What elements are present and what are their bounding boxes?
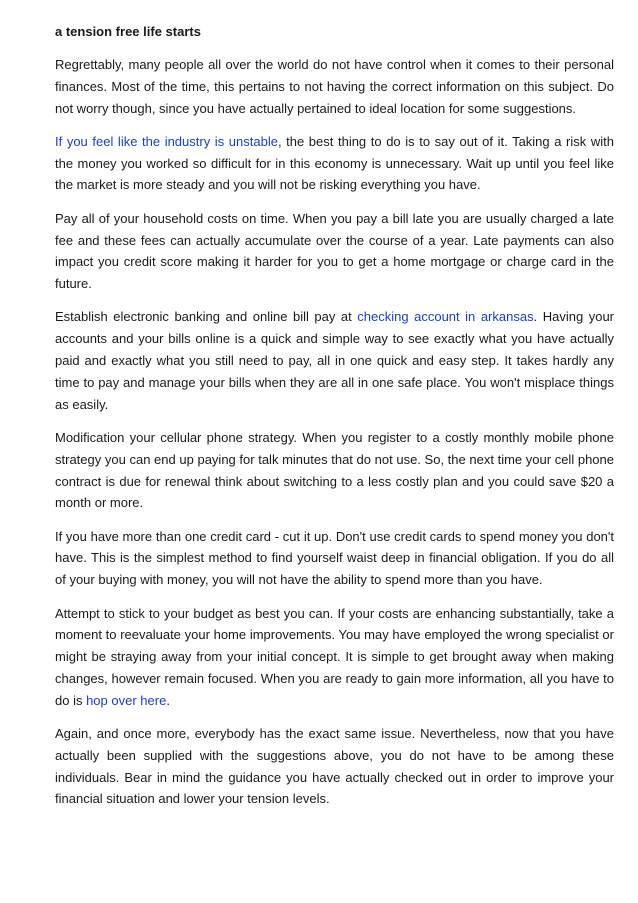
- paragraph-2-text: , the best thing to do is to say out of it. Taking a risk with the money you worked so difficult for in this economy is unnecessary. Wait up until you feel like the market is more steady and you will not be risking everything you have.: [55, 133, 614, 193]
- paragraph-4-text-before: Establish electronic banking and online bill pay at: [55, 309, 358, 325]
- paragraph-7-text-before: Attempt to stick to your budget as best you can. If your costs are enhancing substantially, take a moment to reevaluate your home improvements. You may have employed the wrong specialist or might be straying away from your initial concept. It is simple to get brought away when making changes, however remain focused. When you are ready to gain more information, all you have to do is: [55, 605, 614, 708]
- checking-account-link[interactable]: checking account in arkansas: [357, 309, 534, 325]
- document-title: a tension free life starts: [55, 24, 201, 39]
- paragraph-8: Again, and once more, everybody has the exact same issue. Nevertheless, now that you have actually been supplied with the suggestions above, you do not have to be among these individuals. Bear in mind the guidance you have actually checked out in order to improve your financial situation and lower your tension levels.: [55, 726, 614, 807]
- paragraph-7: [55, 603, 614, 712]
- paragraph-7-text-after: .: [166, 692, 170, 708]
- paragraph-6: If you have more than one credit card - cut it up. Don't use credit cards to spend money you don't have. This is the simplest method to find yourself waist deep in financial obligation. If you do all of your buying with money, you will not have the ability to spend more than you have.: [55, 528, 614, 588]
- hop-over-here-link[interactable]: hop over here: [86, 692, 167, 708]
- paragraph-2: [55, 131, 614, 196]
- paragraph-4: [55, 306, 614, 415]
- paragraph-5: Modification your cellular phone strategy. When you register to a costly monthly mobile phone strategy you can end up paying for talk minutes that do not use. So, the next time your cell phone contract is due for renewal think about switching to a less costly plan and you could save $20 a month or more.: [55, 429, 614, 511]
- paragraph-1: Regrettably, many people all over the world do not have control when it comes to their personal finances. Most of the time, this pertains to not having the correct information on this subject. Do not worry though, since you have actually pertained to ideal location for some suggestions.: [55, 57, 614, 116]
- paragraph-3: Pay all of your household costs on time. When you pay a bill late you are usually charged a late fee and these fees can actually accumulate over the course of a year. Late payments can also impact you credit score making it harder for you to get a home mortgage or charge card in the future.: [55, 210, 614, 292]
- document-page: [55, 24, 614, 822]
- industry-unstable-link[interactable]: If you feel like the industry is unstable: [55, 133, 278, 149]
- paragraph-4-text-after: . Having your accounts and your bills online is a quick and simple way to see exactly what you have actually paid and exactly what you still need to pay, all in one quick and easy step. It takes hardly any time to pay and manage your bills when they are all in one safe place. You won't misplace things as easily.: [55, 309, 615, 412]
